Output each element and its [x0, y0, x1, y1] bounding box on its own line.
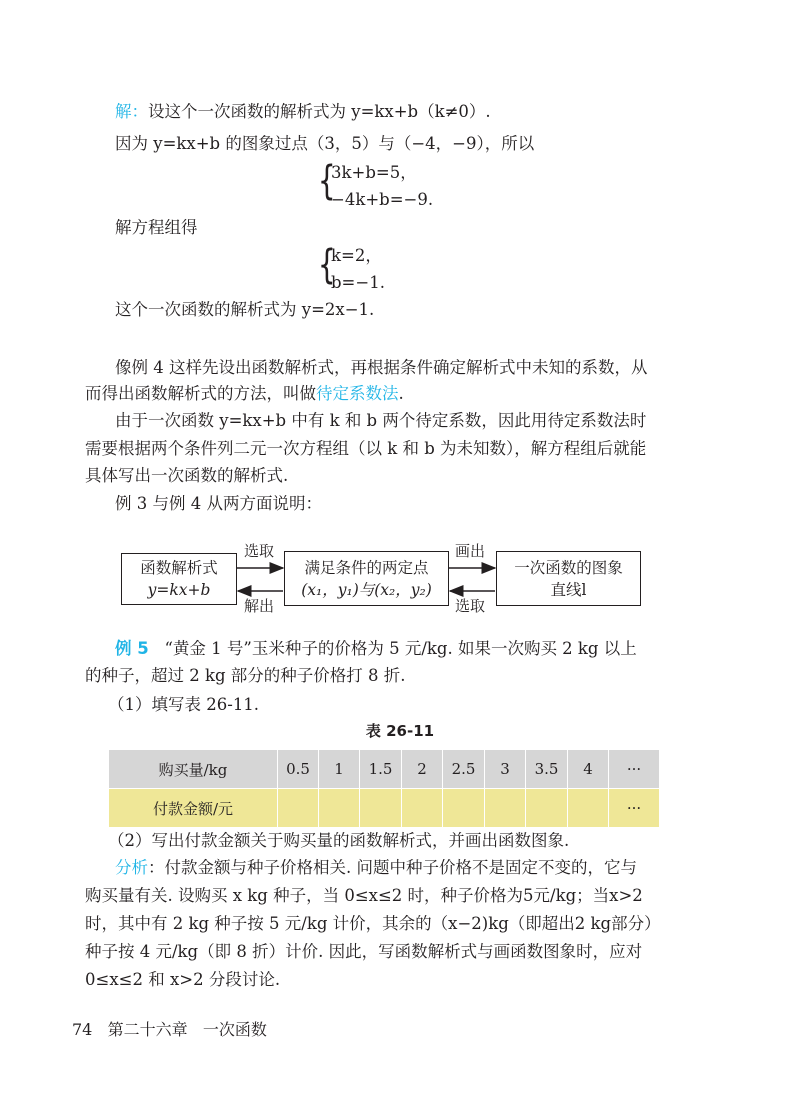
table-cell-blank: [319, 789, 360, 828]
table-cell: 2.5: [443, 750, 485, 789]
chapter-title: 一次函数: [202, 1020, 267, 1039]
table-cell: 1.5: [360, 750, 402, 789]
table-cell-blank: [360, 789, 402, 828]
example5-line-1: 例 5 “黄金 1 号”玉米种子的价格为 5 元/kg. 如果一次购买 2 kg 以上: [115, 639, 637, 658]
table-cell: 2: [402, 750, 443, 789]
para1-line-2: 而得出函数解析式的方法，叫做待定系数法.: [85, 384, 404, 403]
system1-eq2: −4k+b=−9.: [331, 190, 434, 209]
analysis-line-5: 0≤x≤2 和 x>2 分段讨论.: [85, 970, 281, 989]
table-cell: ···: [609, 750, 660, 789]
table-row-payment: [109, 789, 660, 828]
arrow-label-solve: 解出: [244, 597, 275, 615]
arrow-label-select-1: 选取: [244, 542, 275, 560]
page-number: 74: [72, 1020, 93, 1039]
para3: 例 3 与例 4 从两方面说明：: [115, 494, 322, 513]
table-cell-blank: [485, 789, 526, 828]
row-header-quantity: 购买量/kg: [109, 750, 278, 789]
table-row-quantity: [109, 750, 660, 789]
box-function-expression: 函数解析式 y=kx+b: [121, 553, 237, 605]
solution-label: 解: [115, 102, 132, 121]
table-cell: 3.5: [526, 750, 568, 789]
table-cell-blank: [402, 789, 443, 828]
solution-line-1: 解：设这个一次函数的解析式为 y=kx+b（k≠0）.: [115, 102, 491, 121]
question-1: （1）填写表 26-11.: [108, 695, 260, 714]
table-caption: 表 26-11: [365, 722, 435, 740]
analysis-line-1: 分析：付款金额与种子价格相关. 问题中种子价格不是固定不变的，它与: [115, 858, 637, 877]
chapter-label: 第二十六章: [107, 1020, 188, 1039]
arrow-label-select-2: 选取: [455, 597, 486, 615]
example5-label: 例 5: [115, 639, 149, 658]
page-footer: [72, 1017, 267, 1040]
table-cell: 3: [485, 750, 526, 789]
arrow-label-draw: 画出: [455, 542, 486, 560]
row-header-payment: 付款金额/元: [109, 789, 278, 828]
solution-line-2: 因为 y=kx+b 的图象过点（3，5）与（−4，−9），所以: [115, 134, 535, 153]
analysis-line-4: 种子按 4 元/kg（即 8 折）计价. 因此，写函数解析式与画函数图象时，应对: [85, 942, 643, 961]
brace-symbol: {: [317, 158, 336, 204]
analysis-line-2: 购买量有关. 设购买 x kg 种子，当 0≤x≤2 时，种子价格为5元/kg；当x>2: [85, 886, 643, 905]
question-2: （2）写出付款金额关于购买量的函数解析式，并画出函数图象.: [108, 831, 570, 850]
table-cell-blank: [278, 789, 319, 828]
table-cell: 0.5: [278, 750, 319, 789]
para2-line-1: 由于一次函数 y=kx+b 中有 k 和 b 两个待定系数，因此用待定系数法时: [115, 411, 647, 430]
table-cell-blank: [443, 789, 485, 828]
price-table: [108, 749, 660, 828]
example5-line-2: 的种子，超过 2 kg 部分的种子价格打 8 折.: [85, 666, 406, 685]
table-cell: ···: [609, 789, 660, 828]
para2-line-2: 需要根据两个条件列二元一次方程组（以 k 和 b 为未知数），解方程组后就能: [85, 439, 647, 458]
solution-line-4: 这个一次函数的解析式为 y=2x−1.: [115, 300, 375, 319]
system2-eq2: b=−1.: [331, 273, 385, 292]
system1-eq1: 3k+b=5，: [331, 163, 417, 182]
table-cell-blank: [568, 789, 609, 828]
table-cell: 1: [319, 750, 360, 789]
brace-symbol: {: [317, 242, 336, 288]
para1-line-1: 像例 4 这样先设出函数解析式，再根据条件确定解析式中未知的系数，从: [115, 358, 648, 377]
analysis-label: 分析: [115, 858, 148, 877]
system2-eq1: k=2，: [331, 246, 382, 265]
solution-line-3: 解方程组得: [115, 218, 198, 237]
term-highlight: 待定系数法: [316, 384, 399, 403]
box-two-points: 满足条件的两定点 (x₁，y₁)与(x₂，y₂): [284, 551, 449, 606]
table-cell: 4: [568, 750, 609, 789]
table-cell-blank: [526, 789, 568, 828]
box-graph-line: 一次函数的图象 直线l: [496, 551, 641, 606]
analysis-line-3: 时，其中有 2 kg 种子按 5 元/kg 计价，其余的（x−2)kg（即超出2 kg部分）: [85, 914, 661, 933]
para2-line-3: 具体写出一次函数的解析式.: [85, 466, 289, 485]
